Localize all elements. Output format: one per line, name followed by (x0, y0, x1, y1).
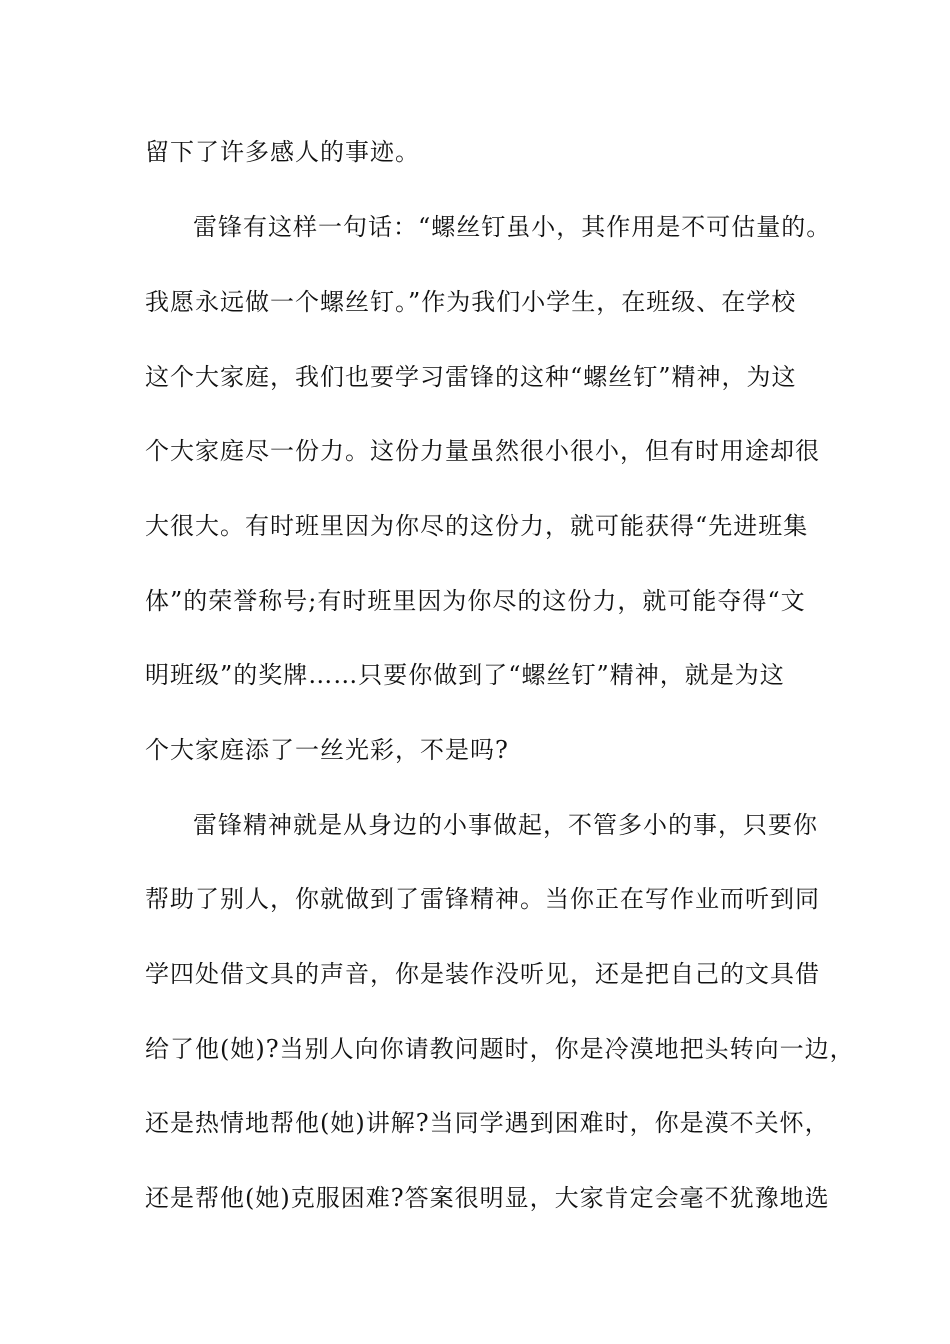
text-line: 这个大家庭，我们也要学习雷锋的这种“螺丝钉”精神，为这 (145, 363, 797, 391)
text-line: 帮助了别人，你就做到了雷锋精神。当你正在写作业而听到同 (145, 885, 820, 913)
text-line: 给了他(她)?当别人向你请教问题时，你是冷漠地把头转向一边， (145, 1035, 855, 1063)
text-line: 还是帮他(她)克服困难?答案很明显，大家肯定会毫不犹豫地选 (145, 1184, 830, 1212)
paragraph-start-line: 雷锋精神就是从身边的小事做起，不管多小的事，只要你 (193, 811, 818, 839)
text-line: 留下了许多感人的事迹。 (145, 138, 420, 166)
text-line: 体”的荣誉称号;有时班里因为你尽的这份力，就可能夺得“文 (145, 587, 806, 615)
text-line: 大很大。有时班里因为你尽的这份力，就可能获得“先进班集 (145, 512, 809, 540)
text-line: 明班级”的奖牌……只要你做到了“螺丝钉”精神，就是为这 (145, 661, 785, 689)
text-line: 个大家庭添了一丝光彩，不是吗? (145, 736, 509, 764)
text-line: 个大家庭尽一份力。这份力量虽然很小很小，但有时用途却很 (145, 437, 820, 465)
paragraph-start-line: 雷锋有这样一句话：“螺丝钉虽小，其作用是不可估量的。 (193, 213, 832, 241)
text-line: 我愿永远做一个螺丝钉。”作为我们小学生，在班级、在学校 (145, 288, 797, 316)
text-line: 还是热情地帮他(她)讲解?当同学遇到困难时，你是漠不关怀， (145, 1109, 830, 1137)
text-line: 学四处借文具的声音，你是装作没听见，还是把自己的文具借 (145, 960, 820, 988)
